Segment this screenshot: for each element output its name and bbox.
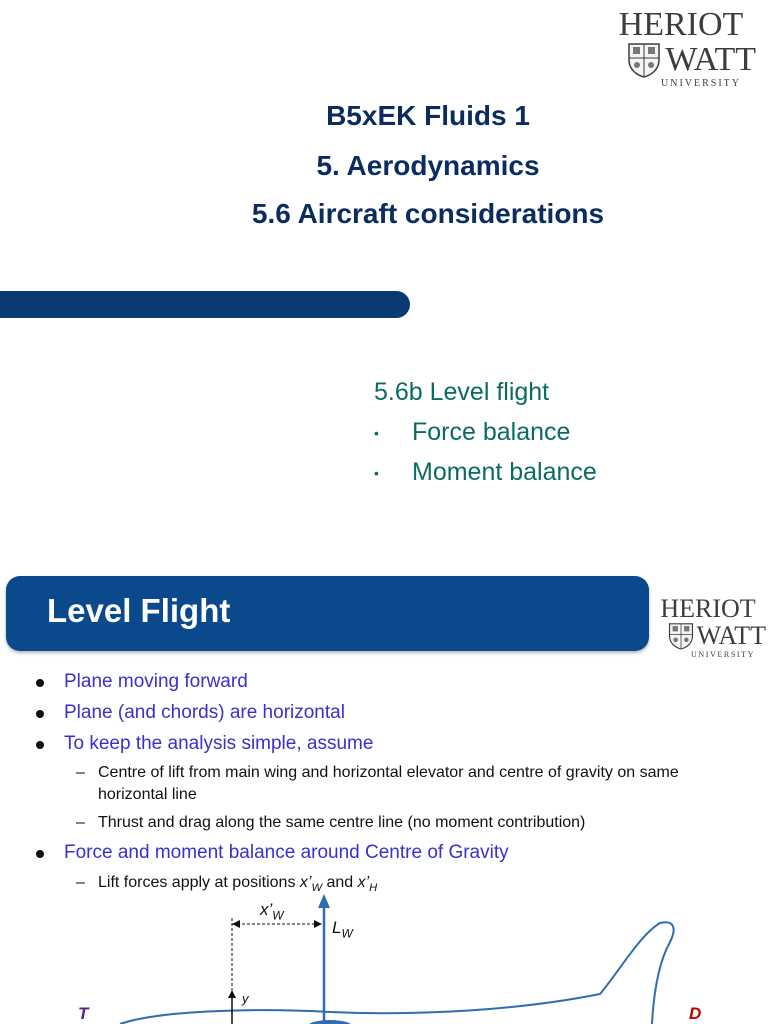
bullet-icon <box>36 850 44 858</box>
dash-icon: – <box>76 814 85 831</box>
sub-bullet-text: Thrust and drag along the same centre line (no moment contribution) <box>98 814 586 831</box>
lw-symbol: L <box>332 918 342 937</box>
thrust-label: T <box>78 1004 89 1023</box>
logo-line-3: UNIVERSITY <box>691 650 755 659</box>
level-flight-diagram <box>0 890 768 1024</box>
bullet-icon <box>36 679 44 687</box>
slide-title: Level Flight <box>47 592 231 629</box>
var-xh-symbol: x’ <box>357 874 370 891</box>
logo-row-2 <box>650 622 766 650</box>
lift-positions-mid: and <box>322 874 358 891</box>
y-axis-arrowhead <box>228 990 236 998</box>
dash-icon: – <box>76 764 85 781</box>
bullet-text: To keep the analysis simple, assume <box>64 733 374 754</box>
lw-subscript: W <box>341 926 353 941</box>
toc-heading: 5.6b Level flight <box>374 378 550 406</box>
logo-row-2 <box>606 42 756 78</box>
logo-line-3: UNIVERSITY <box>661 78 741 89</box>
var-xw-symbol: x’ <box>299 874 312 891</box>
logo-line-2: WATT <box>665 41 756 78</box>
toc-item-label: Moment balance <box>412 458 597 486</box>
toc-item-label: Force balance <box>412 418 571 446</box>
bullet-icon: • <box>374 465 379 482</box>
xw-label <box>260 900 284 922</box>
bullet-icon <box>36 710 44 718</box>
bullet-text: Force and moment balance around Centre of Gravity <box>64 842 509 863</box>
lift-arrowhead <box>318 894 330 908</box>
crest-icon <box>668 622 694 650</box>
crest-icon <box>627 42 661 78</box>
bullet-text: Plane moving forward <box>64 671 248 692</box>
sub-bullet-text: Centre of lift from main wing and horizontal elevator and centre of gravity on same horizontal line <box>98 764 679 803</box>
xw-subscript: W <box>272 908 284 923</box>
y-label: y <box>242 991 249 1006</box>
dash-icon: – <box>76 874 85 891</box>
decorative-bar <box>0 291 410 318</box>
dimension-arrow-left <box>232 920 240 928</box>
toc-item <box>374 458 597 487</box>
bullet-icon <box>36 741 44 749</box>
bullet-text: Plane (and chords) are horizontal <box>64 702 345 723</box>
chapter-title: 5. Aerodynamics <box>316 150 540 181</box>
logo-line-2: WATT <box>696 621 766 650</box>
var-xh <box>357 874 378 895</box>
drag-label: D <box>689 1004 702 1023</box>
lw-label <box>332 918 353 940</box>
dimension-arrow-right <box>314 920 322 928</box>
logo-line-1: HERIOT <box>618 6 744 43</box>
university-logo <box>650 596 766 659</box>
section-title: 5.6 Aircraft considerations <box>251 198 605 229</box>
cg-marker <box>308 1020 352 1024</box>
var-xh-subscript: H <box>369 882 378 895</box>
bullet-icon: • <box>374 425 379 442</box>
lift-positions-prefix: Lift forces apply at positions <box>98 874 300 891</box>
course-title: B5xEK Fluids 1 <box>326 100 530 131</box>
xw-symbol: x’ <box>260 900 273 919</box>
aircraft-outline <box>120 922 674 1024</box>
toc-item <box>374 418 570 447</box>
var-xw <box>299 874 323 895</box>
var-xw-subscript: W <box>311 882 323 895</box>
logo-line-1: HERIOT <box>660 594 756 623</box>
university-logo <box>606 8 756 89</box>
